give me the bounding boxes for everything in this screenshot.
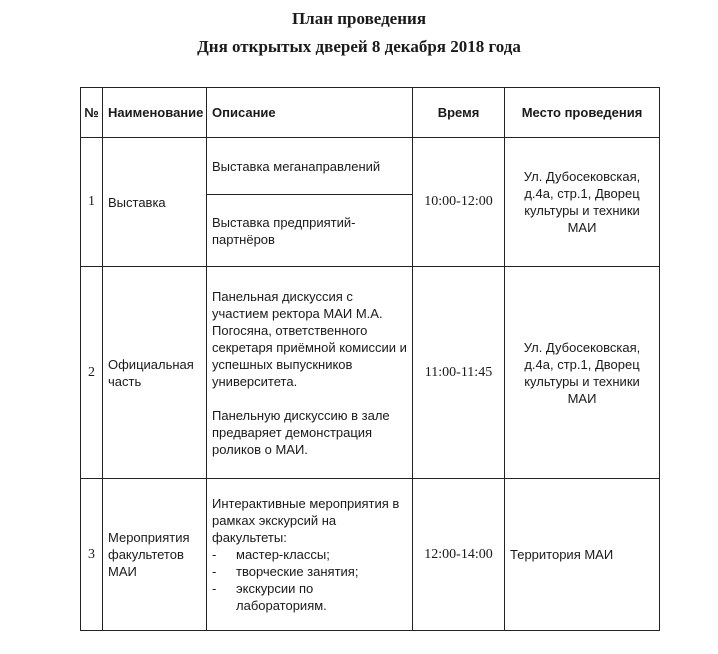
header-description: Описание (207, 88, 413, 138)
header-num: № (81, 88, 103, 138)
row-place: Территория МАИ (505, 479, 660, 631)
list-bullet: - (212, 581, 217, 596)
row-name: Мероприятия факультетов МАИ (103, 479, 207, 631)
document-title-line1: План проведения (291, 9, 427, 28)
table-row (81, 479, 660, 631)
row-num: 3 (81, 479, 103, 631)
table-row (81, 138, 660, 195)
row-num: 1 (81, 138, 103, 267)
table-header-row (81, 88, 660, 138)
row-description: Выставка меганаправлений (207, 138, 413, 195)
row-name: Официальная часть (103, 267, 207, 479)
list-item-text: мастер-классы; (236, 547, 330, 562)
description-intro: Интерактивные мероприятия в рамках экскурсий на факультеты: (212, 496, 400, 545)
activity-list (212, 546, 407, 614)
row-description (207, 479, 413, 631)
row-description: Выставка предприятий-партнёров (207, 195, 413, 267)
row-time: 10:00-12:00 (413, 138, 505, 267)
row-num: 2 (81, 267, 103, 479)
row-time: 12:00-14:00 (413, 479, 505, 631)
schedule-table (80, 87, 660, 631)
row-place: Ул. Дубосековская, д.4а, стр.1, Дворец культуры и техники МАИ (505, 267, 660, 479)
header-name: Наименование (103, 88, 207, 138)
header-place: Место проведения (505, 88, 660, 138)
document-title-line2: Дня открытых дверей 8 декабря 2018 года (197, 37, 521, 56)
row-place: Ул. Дубосековская, д.4а, стр.1, Дворец культуры и техники МАИ (505, 138, 660, 267)
row-description (207, 267, 413, 479)
list-bullet: - (212, 564, 217, 579)
row-time: 11:00-11:45 (413, 267, 505, 479)
description-paragraph: Панельная дискуссия с участием ректора МАИ М.А. Погосяна, ответственного секретаря приёмной комиссии и успешных выпускников университета. (212, 288, 407, 389)
list-item-text: экскурсии по лабораториям. (236, 581, 327, 613)
header-time: Время (413, 88, 505, 138)
list-bullet: - (212, 547, 217, 562)
description-paragraph: Панельную дискуссию в зале предваряет демонстрация роликов о МАИ. (212, 407, 390, 457)
list-item-text: творческие занятия; (236, 564, 359, 579)
table-row (81, 267, 660, 479)
list-item (212, 580, 407, 614)
list-item (212, 563, 407, 580)
row-name: Выставка (103, 138, 207, 267)
list-item (212, 546, 407, 563)
